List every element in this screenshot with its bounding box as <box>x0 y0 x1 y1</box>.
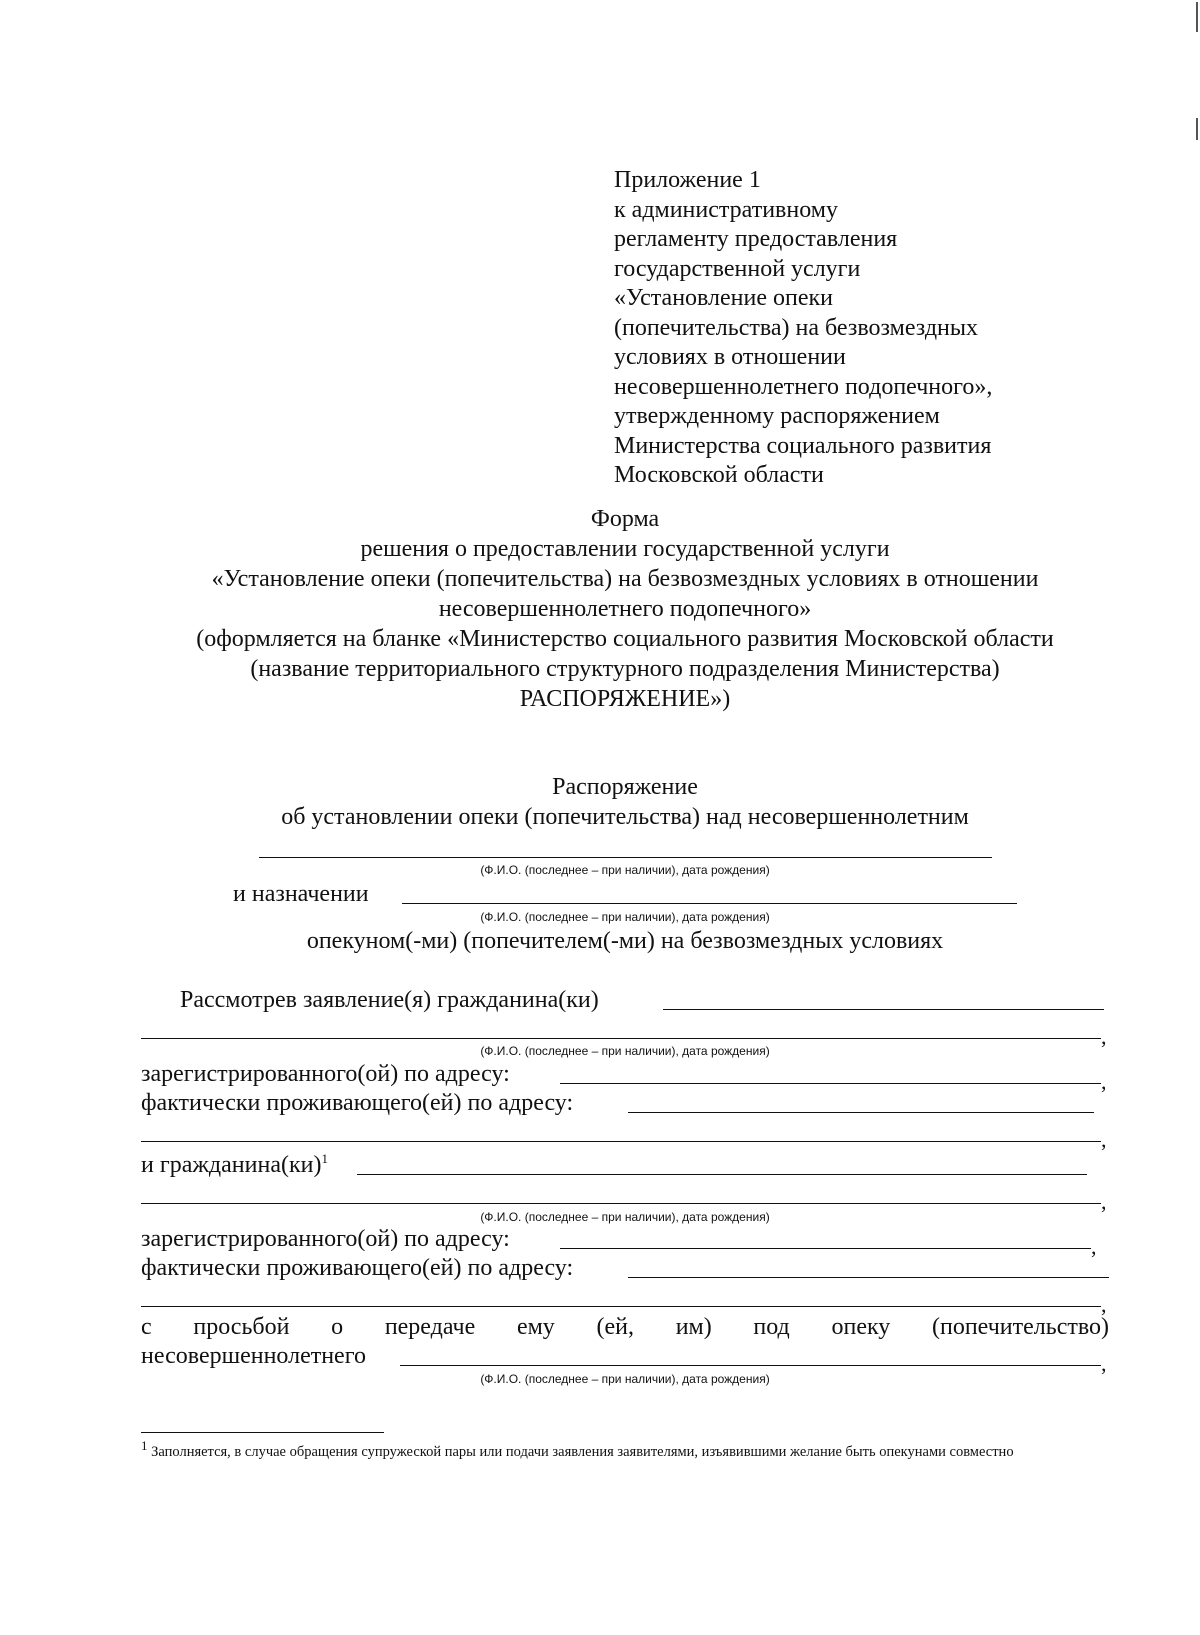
comma: , <box>1101 1189 1107 1214</box>
comma: , <box>1101 1351 1107 1376</box>
appendix-line: Московской области <box>614 462 824 488</box>
order-subtitle: об установлении опеки (попечительства) над несовершеннолетним <box>281 804 969 830</box>
residing-address-line-2[interactable] <box>141 1306 1101 1307</box>
second-citizen-name-line[interactable] <box>357 1174 1087 1175</box>
footnote-rule <box>141 1432 384 1433</box>
applicant-name-line-2[interactable] <box>141 1038 1101 1039</box>
comma: , <box>1091 1234 1097 1259</box>
form-header-line: РАСПОРЯЖЕНИЕ») <box>519 686 731 712</box>
appendix-line: Министерства социального развития <box>614 432 992 459</box>
form-header-line: «Установление опеки (попечительства) на безвозмездных условиях в отношении <box>211 566 1039 592</box>
applicant-name-line[interactable] <box>663 1009 1104 1010</box>
field-caption: (Ф.И.О. (последнее – при наличии), дата рождения) <box>480 1210 770 1224</box>
footnote <box>141 1438 1111 1463</box>
appendix-block <box>614 166 992 491</box>
registered-label: зарегистрированного(ой) по адресу: <box>141 1061 510 1087</box>
request-word: (ей, <box>596 1314 634 1340</box>
comma: , <box>1101 1127 1107 1152</box>
field-caption: (Ф.И.О. (последнее – при наличии), дата рождения) <box>480 1372 770 1386</box>
form-title: Форма <box>590 506 660 532</box>
comma: , <box>1101 1069 1107 1094</box>
residing-address-line-2[interactable] <box>141 1141 1101 1142</box>
scan-edge-mark <box>1196 118 1198 140</box>
field-caption: (Ф.И.О. (последнее – при наличии), дата рождения) <box>480 910 770 924</box>
comma: , <box>1101 1292 1107 1317</box>
registered-label: зарегистрированного(ой) по адресу: <box>141 1226 510 1252</box>
form-header-line: (оформляется на бланке «Министерство социального развития Московской области <box>196 626 1054 652</box>
appendix-line: утвержденному распоряжением <box>614 403 940 429</box>
request-word: просьбой <box>193 1314 290 1340</box>
request-line <box>141 1314 1109 1341</box>
appendix-line: (попечительства) на безвозмездных <box>614 314 978 341</box>
footnote-marker: 1 <box>141 1438 148 1454</box>
request-word: с <box>141 1314 152 1340</box>
residing-address-line[interactable] <box>628 1277 1109 1278</box>
second-citizen-label <box>141 1152 328 1179</box>
order-title: Распоряжение <box>552 774 698 800</box>
form-header-line: несовершеннолетнего подопечного» <box>438 596 812 622</box>
appendix-line: к административному <box>614 196 838 223</box>
field-caption: (Ф.И.О. (последнее – при наличии), дата рождения) <box>480 1044 770 1058</box>
appointing-label: и назначении <box>233 881 369 907</box>
guardian-terms: опекуном(-ми) (попечителем(-ми) на безвозмездных условиях <box>306 928 944 954</box>
form-header-line: (название территориального структурного подразделения Министерства) <box>250 656 1000 682</box>
appendix-line: несовершеннолетнего подопечного», <box>614 373 993 400</box>
second-citizen-name-line-2[interactable] <box>141 1203 1101 1204</box>
request-word: ему <box>516 1314 555 1340</box>
field-caption: (Ф.И.О. (последнее – при наличии), дата рождения) <box>480 863 770 877</box>
footnote-text: Заполняется, в случае обращения супружеской пары или подачи заявления заявителями, изъявившими желание быть опекунами совместно <box>151 1444 1014 1460</box>
residing-label: фактически проживающего(ей) по адресу: <box>141 1255 574 1281</box>
registered-address-line[interactable] <box>560 1083 1101 1084</box>
registered-address-line[interactable] <box>560 1248 1091 1249</box>
scan-edge-mark <box>1196 2 1198 32</box>
request-word: под <box>753 1314 790 1340</box>
residing-label: фактически проживающего(ей) по адресу: <box>141 1090 574 1116</box>
considering-label: Рассмотрев заявление(я) гражданина(ки) <box>180 987 599 1013</box>
footnote-ref: 1 <box>321 1151 328 1166</box>
request-word: опеку <box>831 1314 891 1340</box>
request-word: им) <box>675 1314 712 1340</box>
appendix-line: «Установление опеки <box>614 285 834 311</box>
guardian-name-line[interactable] <box>402 903 1017 904</box>
request-word: (попечительство) <box>931 1314 1109 1340</box>
minor-name-line[interactable] <box>259 857 992 858</box>
form-header-line: решения о предоставлении государственной услуги <box>360 536 890 562</box>
residing-address-line[interactable] <box>628 1112 1094 1113</box>
appendix-line: Приложение 1 <box>614 167 761 193</box>
minor-name-line[interactable] <box>400 1365 1101 1366</box>
appendix-line: регламенту предоставления <box>614 226 898 252</box>
request-word: о <box>331 1314 344 1340</box>
appendix-line: условиях в отношении <box>614 344 846 370</box>
second-citizen-text: и гражданина(ки) <box>141 1152 322 1178</box>
comma: , <box>1101 1024 1107 1049</box>
minor-label: несовершеннолетнего <box>141 1343 366 1369</box>
request-word: передаче <box>384 1314 476 1340</box>
appendix-line: государственной услуги <box>614 255 861 282</box>
